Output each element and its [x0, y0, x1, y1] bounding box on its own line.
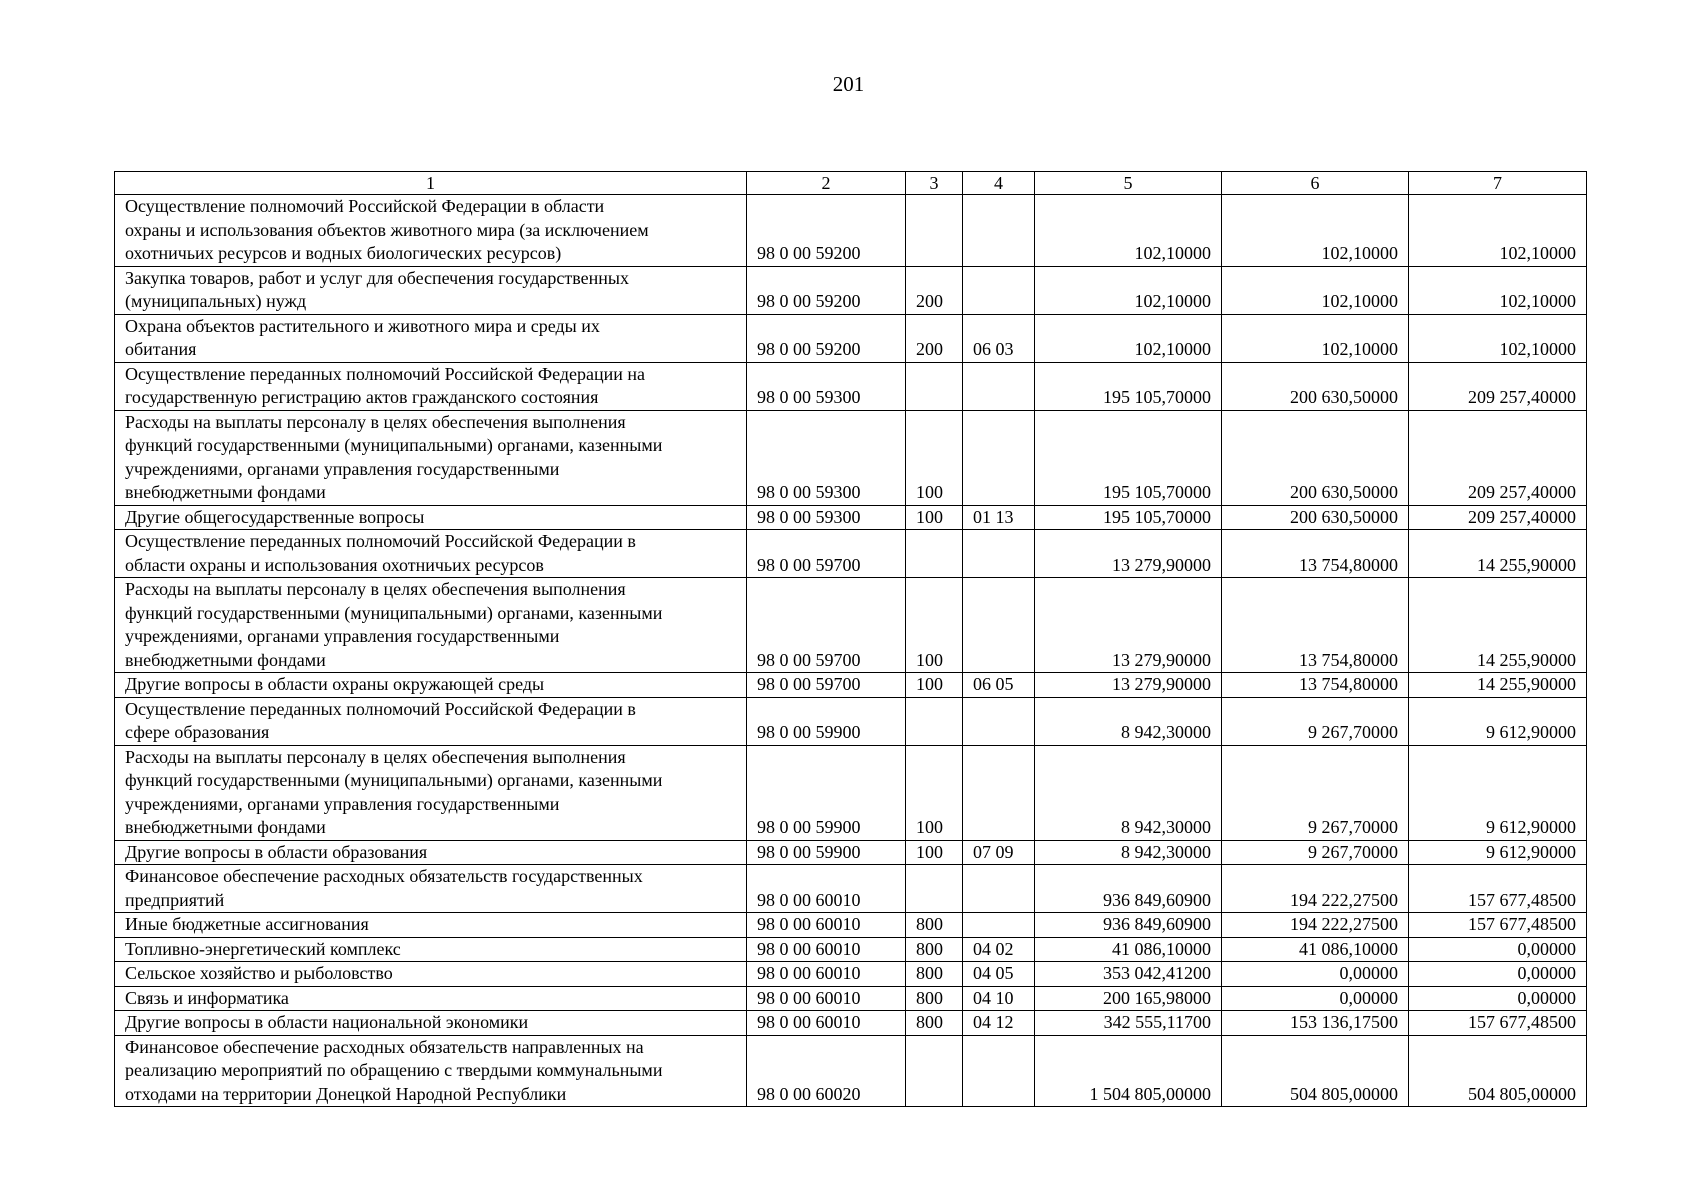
amount-col7-cell: 9 612,90000 [1409, 840, 1587, 865]
amount-col5-cell: 195 105,70000 [1035, 362, 1222, 410]
amount-col7-cell: 504 805,00000 [1409, 1035, 1587, 1107]
table-row [115, 937, 1587, 962]
target-article-cell: 98 0 00 59900 [747, 697, 906, 745]
expense-type-cell: 800 [906, 962, 963, 987]
amount-col6-cell: 200 630,50000 [1222, 362, 1409, 410]
target-article-cell: 98 0 00 60010 [747, 986, 906, 1011]
target-article-cell: 98 0 00 60020 [747, 1035, 906, 1107]
amount-col6-cell: 200 630,50000 [1222, 410, 1409, 505]
amount-col7-cell: 14 255,90000 [1409, 530, 1587, 578]
table-row [115, 865, 1587, 913]
amount-col6-cell: 153 136,17500 [1222, 1011, 1409, 1036]
target-article-cell: 98 0 00 60010 [747, 962, 906, 987]
header-cell: 6 [1222, 172, 1409, 195]
amount-col6-cell: 200 630,50000 [1222, 505, 1409, 530]
target-article-cell: 98 0 00 59900 [747, 745, 906, 840]
expense-type-cell: 100 [906, 505, 963, 530]
amount-col7-cell: 157 677,48500 [1409, 913, 1587, 938]
table-row [115, 410, 1587, 505]
expense-type-cell: 100 [906, 840, 963, 865]
header-cell: 7 [1409, 172, 1587, 195]
table-row [115, 1011, 1587, 1036]
description-cell: Охрана объектов растительного и животного мира и среды их обитания [115, 314, 747, 362]
target-article-cell: 98 0 00 59300 [747, 505, 906, 530]
expense-type-cell: 100 [906, 745, 963, 840]
section-cell [963, 530, 1035, 578]
amount-col7-cell: 102,10000 [1409, 266, 1587, 314]
table-row [115, 986, 1587, 1011]
amount-col7-cell: 157 677,48500 [1409, 1011, 1587, 1036]
description-cell: Другие вопросы в области охраны окружающей среды [115, 673, 747, 698]
amount-col7-cell: 0,00000 [1409, 962, 1587, 987]
header-row [115, 172, 1587, 195]
amount-col6-cell: 194 222,27500 [1222, 913, 1409, 938]
table-row [115, 266, 1587, 314]
table-row [115, 1035, 1587, 1107]
target-article-cell: 98 0 00 59200 [747, 266, 906, 314]
amount-col7-cell: 14 255,90000 [1409, 673, 1587, 698]
amount-col5-cell: 936 849,60900 [1035, 865, 1222, 913]
description-cell: Расходы на выплаты персоналу в целях обеспечения выполнения функций государственными (муниципальными) органами, казенными учреждениями, органами управления государственными внебюджетными фондами [115, 410, 747, 505]
amount-col6-cell: 41 086,10000 [1222, 937, 1409, 962]
expense-type-cell: 100 [906, 410, 963, 505]
amount-col5-cell: 195 105,70000 [1035, 410, 1222, 505]
amount-col7-cell: 0,00000 [1409, 986, 1587, 1011]
amount-col5-cell: 936 849,60900 [1035, 913, 1222, 938]
expense-type-cell: 800 [906, 913, 963, 938]
header-cell: 3 [906, 172, 963, 195]
section-cell: 07 09 [963, 840, 1035, 865]
amount-col5-cell: 102,10000 [1035, 195, 1222, 267]
amount-col7-cell: 0,00000 [1409, 937, 1587, 962]
description-cell: Сельское хозяйство и рыболовство [115, 962, 747, 987]
description-cell: Иные бюджетные ассигнования [115, 913, 747, 938]
amount-col6-cell: 13 754,80000 [1222, 673, 1409, 698]
amount-col6-cell: 13 754,80000 [1222, 578, 1409, 673]
amount-col6-cell: 102,10000 [1222, 266, 1409, 314]
amount-col6-cell: 9 267,70000 [1222, 697, 1409, 745]
target-article-cell: 98 0 00 59900 [747, 840, 906, 865]
amount-col6-cell: 0,00000 [1222, 986, 1409, 1011]
amount-col5-cell: 102,10000 [1035, 314, 1222, 362]
section-cell [963, 266, 1035, 314]
description-cell: Связь и информатика [115, 986, 747, 1011]
table-row [115, 673, 1587, 698]
amount-col7-cell: 102,10000 [1409, 195, 1587, 267]
description-cell: Осуществление переданных полномочий Российской Федерации на государственную регистрацию актов гражданского состояния [115, 362, 747, 410]
section-cell: 04 05 [963, 962, 1035, 987]
page-number: 201 [832, 72, 865, 96]
section-cell: 04 02 [963, 937, 1035, 962]
description-cell: Осуществление переданных полномочий Российской Федерации в сфере образования [115, 697, 747, 745]
description-cell: Топливно-энергетический комплекс [115, 937, 747, 962]
table-row [115, 505, 1587, 530]
target-article-cell: 98 0 00 59700 [747, 673, 906, 698]
amount-col7-cell: 102,10000 [1409, 314, 1587, 362]
description-cell: Осуществление переданных полномочий Российской Федерации в области охраны и использования охотничьих ресурсов [115, 530, 747, 578]
expense-type-cell [906, 195, 963, 267]
amount-col6-cell: 13 754,80000 [1222, 530, 1409, 578]
section-cell: 04 12 [963, 1011, 1035, 1036]
target-article-cell: 98 0 00 59300 [747, 410, 906, 505]
amount-col5-cell: 8 942,30000 [1035, 697, 1222, 745]
amount-col7-cell: 209 257,40000 [1409, 505, 1587, 530]
amount-col7-cell: 209 257,40000 [1409, 410, 1587, 505]
section-cell: 01 13 [963, 505, 1035, 530]
table-row [115, 745, 1587, 840]
amount-col7-cell: 9 612,90000 [1409, 697, 1587, 745]
section-cell [963, 362, 1035, 410]
section-cell [963, 1035, 1035, 1107]
target-article-cell: 98 0 00 60010 [747, 913, 906, 938]
target-article-cell: 98 0 00 59700 [747, 578, 906, 673]
section-cell: 06 03 [963, 314, 1035, 362]
section-cell [963, 195, 1035, 267]
description-cell: Расходы на выплаты персоналу в целях обеспечения выполнения функций государственными (муниципальными) органами, казенными учреждениями, органами управления государственными внебюджетными фондами [115, 745, 747, 840]
description-cell: Финансовое обеспечение расходных обязательств направленных на реализацию мероприятий по обращению с твердыми коммунальными отходами на территории Донецкой Народной Республики [115, 1035, 747, 1107]
amount-col5-cell: 195 105,70000 [1035, 505, 1222, 530]
expense-type-cell: 800 [906, 937, 963, 962]
expense-type-cell: 200 [906, 266, 963, 314]
amount-col5-cell: 353 042,41200 [1035, 962, 1222, 987]
amount-col6-cell: 102,10000 [1222, 314, 1409, 362]
section-cell [963, 697, 1035, 745]
amount-col6-cell: 9 267,70000 [1222, 745, 1409, 840]
amount-col5-cell: 200 165,98000 [1035, 986, 1222, 1011]
table-row [115, 962, 1587, 987]
amount-col5-cell: 41 086,10000 [1035, 937, 1222, 962]
table-row [115, 913, 1587, 938]
expense-type-cell [906, 697, 963, 745]
amount-col5-cell: 13 279,90000 [1035, 673, 1222, 698]
amount-col7-cell: 209 257,40000 [1409, 362, 1587, 410]
amount-col6-cell: 194 222,27500 [1222, 865, 1409, 913]
amount-col6-cell: 102,10000 [1222, 195, 1409, 267]
target-article-cell: 98 0 00 59200 [747, 314, 906, 362]
section-cell [963, 865, 1035, 913]
section-cell [963, 745, 1035, 840]
budget-table [114, 171, 1587, 1107]
table-row [115, 840, 1587, 865]
amount-col5-cell: 1 504 805,00000 [1035, 1035, 1222, 1107]
description-cell: Расходы на выплаты персоналу в целях обеспечения выполнения функций государственными (муниципальными) органами, казенными учреждениями, органами управления государственными внебюджетными фондами [115, 578, 747, 673]
section-cell: 04 10 [963, 986, 1035, 1011]
description-cell: Другие вопросы в области образования [115, 840, 747, 865]
section-cell: 06 05 [963, 673, 1035, 698]
table-row [115, 530, 1587, 578]
expense-type-cell: 800 [906, 986, 963, 1011]
description-cell: Финансовое обеспечение расходных обязательств государственных предприятий [115, 865, 747, 913]
expense-type-cell [906, 1035, 963, 1107]
table-row [115, 195, 1587, 267]
header-cell: 1 [115, 172, 747, 195]
amount-col5-cell: 8 942,30000 [1035, 745, 1222, 840]
table-row [115, 314, 1587, 362]
amount-col6-cell: 0,00000 [1222, 962, 1409, 987]
expense-type-cell [906, 362, 963, 410]
amount-col5-cell: 8 942,30000 [1035, 840, 1222, 865]
expense-type-cell [906, 530, 963, 578]
table-row [115, 362, 1587, 410]
amount-col5-cell: 342 555,11700 [1035, 1011, 1222, 1036]
expense-type-cell [906, 865, 963, 913]
section-cell [963, 913, 1035, 938]
header-cell: 2 [747, 172, 906, 195]
target-article-cell: 98 0 00 59200 [747, 195, 906, 267]
target-article-cell: 98 0 00 60010 [747, 1011, 906, 1036]
amount-col6-cell: 9 267,70000 [1222, 840, 1409, 865]
description-cell: Закупка товаров, работ и услуг для обеспечения государственных (муниципальных) нужд [115, 266, 747, 314]
amount-col5-cell: 102,10000 [1035, 266, 1222, 314]
amount-col6-cell: 504 805,00000 [1222, 1035, 1409, 1107]
target-article-cell: 98 0 00 59700 [747, 530, 906, 578]
target-article-cell: 98 0 00 59300 [747, 362, 906, 410]
expense-type-cell: 100 [906, 578, 963, 673]
amount-col5-cell: 13 279,90000 [1035, 578, 1222, 673]
amount-col7-cell: 9 612,90000 [1409, 745, 1587, 840]
expense-type-cell: 100 [906, 673, 963, 698]
target-article-cell: 98 0 00 60010 [747, 937, 906, 962]
table-row [115, 697, 1587, 745]
amount-col5-cell: 13 279,90000 [1035, 530, 1222, 578]
description-cell: Другие общегосударственные вопросы [115, 505, 747, 530]
description-cell: Осуществление полномочий Российской Федерации в области охраны и использования объектов животного мира (за исключением охотничьих ресурсов и водных биологических ресурсов) [115, 195, 747, 267]
description-cell: Другие вопросы в области национальной экономики [115, 1011, 747, 1036]
section-cell [963, 410, 1035, 505]
table-row [115, 578, 1587, 673]
expense-type-cell: 200 [906, 314, 963, 362]
section-cell [963, 578, 1035, 673]
header-cell: 5 [1035, 172, 1222, 195]
expense-type-cell: 800 [906, 1011, 963, 1036]
header-cell: 4 [963, 172, 1035, 195]
amount-col7-cell: 157 677,48500 [1409, 865, 1587, 913]
amount-col7-cell: 14 255,90000 [1409, 578, 1587, 673]
target-article-cell: 98 0 00 60010 [747, 865, 906, 913]
